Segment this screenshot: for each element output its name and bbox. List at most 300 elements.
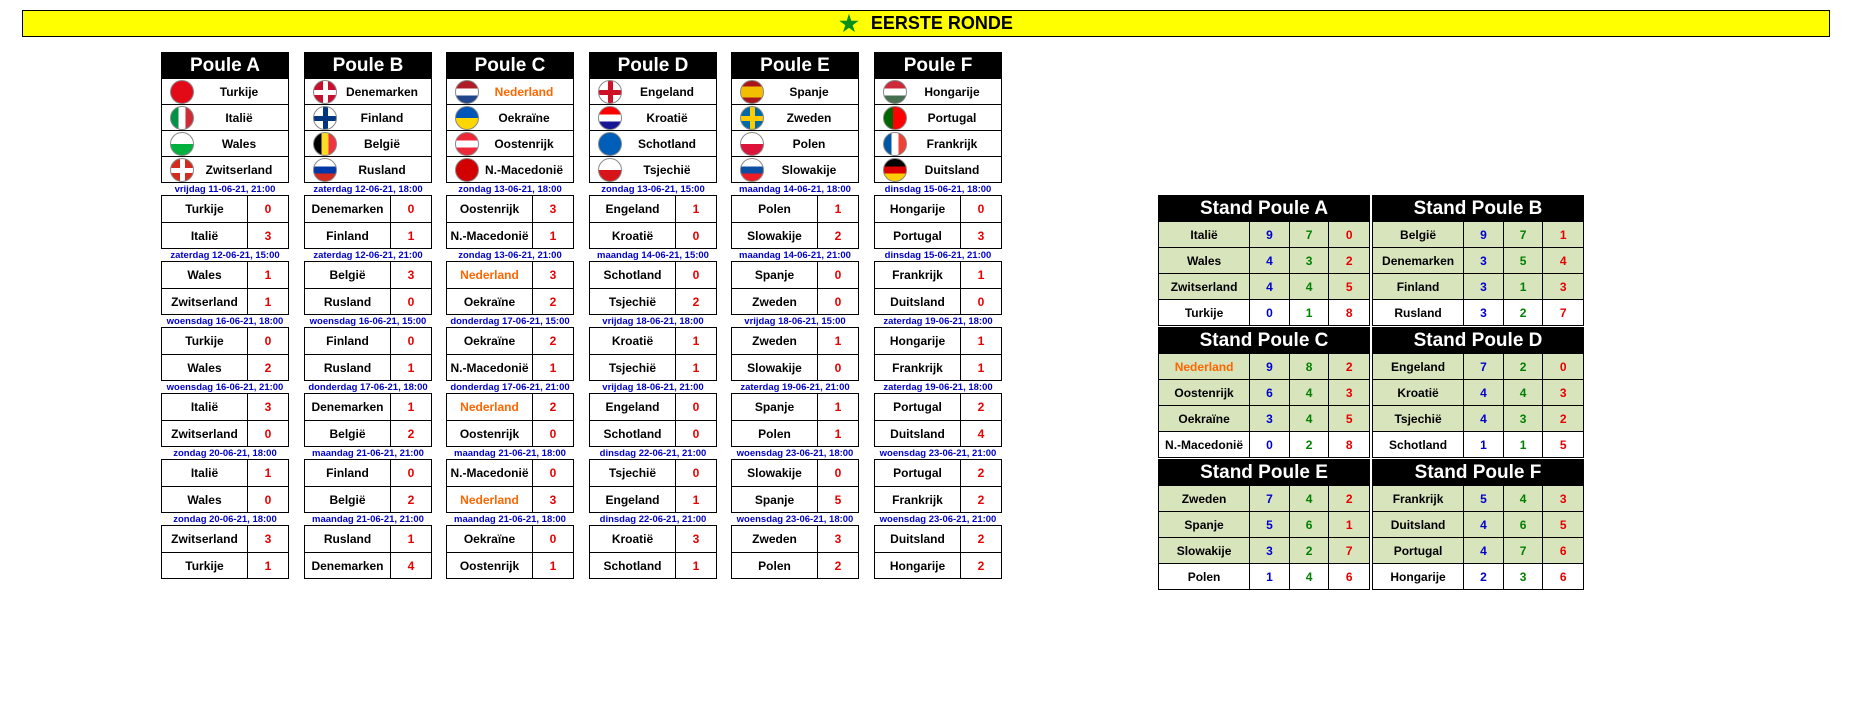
standings-value: 3 xyxy=(1290,248,1330,273)
poule-team xyxy=(732,78,858,104)
match-score: 1 xyxy=(977,334,985,348)
match-score: 3 xyxy=(692,532,700,546)
match-row xyxy=(305,394,431,420)
match-team: Frankrijk xyxy=(875,487,961,512)
match-row xyxy=(305,262,431,288)
match-row xyxy=(305,552,431,578)
match-card xyxy=(446,195,574,249)
match-team: Schotland xyxy=(590,553,676,578)
match-row xyxy=(732,420,858,446)
match-score: 1 xyxy=(407,532,415,546)
standings-row xyxy=(1159,221,1369,247)
match-card xyxy=(874,525,1002,579)
poule-header: Poule C xyxy=(447,53,573,78)
match-team: Zweden xyxy=(732,526,818,552)
match-row xyxy=(590,328,716,354)
standings-team: Portugal xyxy=(1373,538,1464,563)
match-card xyxy=(874,261,1002,315)
team-name: Turkije xyxy=(219,84,259,99)
match-date: zondag 20-06-21, 18:00 xyxy=(173,448,277,459)
match-score: 2 xyxy=(692,294,700,309)
standings-value: 2 xyxy=(1345,253,1353,268)
match-card xyxy=(446,525,574,579)
match-row xyxy=(305,460,431,486)
match-team: Finland xyxy=(305,328,391,354)
poule-poule-f xyxy=(874,52,1002,183)
frankrijk-flag-icon xyxy=(883,132,907,156)
match-team: Turkije xyxy=(162,196,248,222)
match-row xyxy=(875,486,1001,512)
standings-value: 4 xyxy=(1290,274,1330,299)
team-name: N.-Macedonië xyxy=(484,162,563,177)
standings-value: 3 xyxy=(1504,564,1544,589)
poule-team xyxy=(305,156,431,182)
match-score: 0 xyxy=(834,360,842,375)
match-date: maandag 21-06-21, 18:00 xyxy=(454,514,566,525)
match-score: 1 xyxy=(692,558,700,573)
match-score: 2 xyxy=(549,400,557,414)
standings-value: 3 xyxy=(1250,538,1290,563)
standings-value: 5 xyxy=(1464,486,1504,511)
standings-value: 4 xyxy=(1290,406,1330,431)
match-score: 3 xyxy=(549,492,557,507)
standings-value: 7 xyxy=(1464,354,1504,379)
match-team: Oostenrijk xyxy=(447,553,533,578)
match-score: 1 xyxy=(834,202,842,216)
match-row xyxy=(732,354,858,380)
match-team: Italië xyxy=(162,394,248,420)
match-score: 1 xyxy=(834,400,842,414)
match-card xyxy=(589,261,717,315)
match-date: woensdag 23-06-21, 21:00 xyxy=(879,514,997,525)
match-card xyxy=(589,195,717,249)
match-score: 2 xyxy=(549,294,557,309)
match-team: Italië xyxy=(162,460,248,486)
poule-team xyxy=(590,104,716,130)
team-name: Polen xyxy=(792,136,826,151)
poule-poule-b xyxy=(304,52,432,183)
match-card xyxy=(304,459,432,513)
standings-team: Spanje xyxy=(1159,512,1250,537)
match-team: Hongarije xyxy=(875,196,961,222)
n-macedonie-flag-icon xyxy=(455,158,479,182)
match-score: 0 xyxy=(549,426,557,441)
schotland-flag-icon xyxy=(598,132,622,156)
standings-team: Tsjechië xyxy=(1373,406,1464,431)
standings-row xyxy=(1373,431,1583,457)
match-row xyxy=(732,460,858,486)
match-team: Oekraïne xyxy=(447,328,533,354)
standings-value: 3 xyxy=(1464,274,1504,299)
match-card xyxy=(589,525,717,579)
match-row xyxy=(447,222,573,248)
team-name: Duitsland xyxy=(924,162,980,177)
match-row xyxy=(732,552,858,578)
standings-value: 9 xyxy=(1464,222,1504,247)
match-team: Denemarken xyxy=(305,394,391,420)
match-team: Denemarken xyxy=(305,196,391,222)
standings-value: 9 xyxy=(1250,222,1290,247)
standings-row xyxy=(1159,273,1369,299)
poule-team xyxy=(447,156,573,182)
match-card xyxy=(304,195,432,249)
poule-team xyxy=(732,156,858,182)
round-banner xyxy=(22,10,1830,37)
standings-value: 6 xyxy=(1559,569,1567,584)
standings-team: Zweden xyxy=(1159,486,1250,511)
standings-value: 3 xyxy=(1464,300,1504,325)
standings-value: 2 xyxy=(1290,432,1330,457)
standings-value: 2 xyxy=(1290,538,1330,563)
standings-value: 1 xyxy=(1504,432,1544,457)
match-score: 0 xyxy=(407,334,415,348)
match-team: Kroatië xyxy=(590,526,676,552)
match-team: Zwitserland xyxy=(162,289,248,314)
match-row xyxy=(875,262,1001,288)
standings-team: Frankrijk xyxy=(1373,486,1464,511)
match-score: 3 xyxy=(264,400,272,414)
match-score: 1 xyxy=(977,268,985,282)
match-team: Finland xyxy=(305,223,391,248)
match-score: 0 xyxy=(977,202,985,216)
match-score: 0 xyxy=(264,492,272,507)
match-row xyxy=(305,420,431,446)
match-row xyxy=(305,328,431,354)
match-date: zaterdag 19-06-21, 21:00 xyxy=(740,382,850,393)
team-name: Portugal xyxy=(927,110,977,125)
match-row xyxy=(305,486,431,512)
match-team: Kroatië xyxy=(590,223,676,248)
match-score: 0 xyxy=(834,294,842,309)
kroatie-flag-icon xyxy=(598,106,622,130)
zweden-flag-icon xyxy=(740,106,764,130)
poule-team xyxy=(875,130,1001,156)
match-date: maandag 14-06-21, 21:00 xyxy=(739,250,851,261)
match-date: zondag 13-06-21, 21:00 xyxy=(458,250,562,261)
match-date: zaterdag 12-06-21, 21:00 xyxy=(313,250,423,261)
match-row xyxy=(447,262,573,288)
team-name: Zweden xyxy=(786,110,832,125)
match-row xyxy=(875,328,1001,354)
match-card xyxy=(161,393,289,447)
standings-value: 7 xyxy=(1250,486,1290,511)
standings-value: 3 xyxy=(1559,491,1567,506)
oekraine-flag-icon xyxy=(455,106,479,130)
standings-value: 6 xyxy=(1250,380,1290,405)
wales-flag-icon xyxy=(170,132,194,156)
standings-value: 2 xyxy=(1504,300,1544,325)
poule-header: Poule E xyxy=(732,53,858,78)
match-team: Rusland xyxy=(305,289,391,314)
poule-team xyxy=(875,104,1001,130)
match-row xyxy=(590,288,716,314)
match-card xyxy=(161,525,289,579)
match-score: 2 xyxy=(977,400,985,414)
match-team: Oekraïne xyxy=(447,526,533,552)
match-score: 1 xyxy=(692,360,700,375)
standings-value: 9 xyxy=(1250,354,1290,379)
match-score: 1 xyxy=(549,228,557,243)
match-team: Finland xyxy=(305,460,391,486)
match-score: 2 xyxy=(977,466,985,480)
match-row xyxy=(590,262,716,288)
standings-value: 4 xyxy=(1464,512,1504,537)
match-score: 2 xyxy=(977,532,985,546)
denemarken-flag-icon xyxy=(313,80,337,104)
match-score: 0 xyxy=(407,294,415,309)
standings-team: Polen xyxy=(1159,564,1250,589)
match-card xyxy=(874,393,1002,447)
match-score: 4 xyxy=(977,426,985,441)
team-name: Kroatië xyxy=(646,110,688,125)
match-team: Schotland xyxy=(590,421,676,446)
match-team: N.-Macedonië xyxy=(447,223,533,248)
match-card xyxy=(446,459,574,513)
match-score: 0 xyxy=(407,202,415,216)
duitsland-flag-icon xyxy=(883,158,907,182)
match-team: Oekraïne xyxy=(447,289,533,314)
match-card xyxy=(446,261,574,315)
standings-value: 4 xyxy=(1290,380,1330,405)
match-team: Spanje xyxy=(732,262,818,288)
team-name: Slowakije xyxy=(781,162,837,177)
match-row xyxy=(305,354,431,380)
italie-flag-icon xyxy=(170,106,194,130)
standings-team: Hongarije xyxy=(1373,564,1464,589)
standings-value: 3 xyxy=(1345,385,1353,400)
match-card xyxy=(589,393,717,447)
match-row xyxy=(162,552,288,578)
match-team: Italië xyxy=(162,223,248,248)
match-team: Slowakije xyxy=(732,460,818,486)
match-date: zaterdag 12-06-21, 18:00 xyxy=(313,184,423,195)
match-date: dinsdag 22-06-21, 21:00 xyxy=(599,514,707,525)
match-row xyxy=(875,420,1001,446)
match-date: donderdag 17-06-21, 21:00 xyxy=(450,382,570,393)
standings-value: 4 xyxy=(1504,380,1544,405)
match-row xyxy=(162,394,288,420)
match-score: 1 xyxy=(834,426,842,441)
standings-team: Kroatië xyxy=(1373,380,1464,405)
match-row xyxy=(590,552,716,578)
match-score: 1 xyxy=(407,228,415,243)
standings-value: 5 xyxy=(1345,279,1353,294)
match-team: Tsjechië xyxy=(590,460,676,486)
match-date: woensdag 23-06-21, 18:00 xyxy=(736,514,854,525)
team-name: Oostenrijk xyxy=(494,136,554,151)
match-team: Zwitserland xyxy=(162,526,248,552)
match-team: Duitsland xyxy=(875,526,961,552)
spanje-flag-icon xyxy=(740,80,764,104)
match-date: dinsdag 15-06-21, 18:00 xyxy=(884,184,992,195)
poule-team xyxy=(875,156,1001,182)
match-score: 3 xyxy=(407,268,415,282)
standings-row xyxy=(1373,379,1583,405)
standings-row xyxy=(1373,221,1583,247)
match-team: Wales xyxy=(162,262,248,288)
poule-team xyxy=(162,104,288,130)
slowakije-flag-icon xyxy=(740,158,764,182)
standings-row xyxy=(1159,485,1369,511)
standings-stand-poule-b xyxy=(1372,195,1584,326)
team-name: Engeland xyxy=(639,84,694,99)
match-row xyxy=(732,328,858,354)
team-name: Italië xyxy=(225,110,253,125)
team-name: Rusland xyxy=(358,162,406,177)
standings-value: 1 xyxy=(1464,432,1504,457)
standings-value: 7 xyxy=(1504,538,1544,563)
standings-team: Turkije xyxy=(1159,300,1250,325)
standings-row xyxy=(1159,247,1369,273)
match-row xyxy=(162,486,288,512)
match-row xyxy=(590,394,716,420)
match-team: Rusland xyxy=(305,526,391,552)
standings-header: Stand Poule C xyxy=(1159,328,1369,353)
match-card xyxy=(161,261,289,315)
match-score: 2 xyxy=(407,426,415,441)
standings-value: 0 xyxy=(1559,359,1567,374)
standings-value: 2 xyxy=(1345,491,1353,506)
match-card xyxy=(304,393,432,447)
match-team: Tsjechië xyxy=(590,355,676,380)
standings-value: 7 xyxy=(1290,222,1330,247)
standings-stand-poule-d xyxy=(1372,327,1584,458)
match-row xyxy=(447,460,573,486)
match-date: zondag 13-06-21, 18:00 xyxy=(458,184,562,195)
standings-value: 8 xyxy=(1345,437,1353,452)
match-date: woensdag 16-06-21, 15:00 xyxy=(309,316,427,327)
standings-row xyxy=(1159,431,1369,457)
match-team: Slowakije xyxy=(732,355,818,380)
match-score: 1 xyxy=(692,334,700,348)
match-card xyxy=(874,195,1002,249)
match-row xyxy=(875,196,1001,222)
match-team: N.-Macedonië xyxy=(447,460,533,486)
match-team: Turkije xyxy=(162,328,248,354)
match-team: Spanje xyxy=(732,487,818,512)
match-date: maandag 21-06-21, 21:00 xyxy=(312,514,424,525)
match-row xyxy=(162,288,288,314)
match-score: 1 xyxy=(407,360,415,375)
team-name: Spanje xyxy=(789,84,829,99)
match-card xyxy=(731,525,859,579)
match-team: Engeland xyxy=(590,394,676,420)
match-score: 0 xyxy=(264,334,272,348)
team-name: Wales xyxy=(221,136,257,151)
match-row xyxy=(875,288,1001,314)
star-icon: ★ xyxy=(839,10,859,36)
match-row xyxy=(162,222,288,248)
match-team: Engeland xyxy=(590,196,676,222)
standings-team: Italië xyxy=(1159,222,1250,247)
match-score: 5 xyxy=(834,492,842,507)
match-card xyxy=(304,525,432,579)
match-row xyxy=(305,222,431,248)
standings-value: 4 xyxy=(1559,253,1567,268)
standings-team: Oekraïne xyxy=(1159,406,1250,431)
team-name: Oekraïne xyxy=(498,110,550,125)
match-team: Duitsland xyxy=(875,289,961,314)
match-score: 0 xyxy=(692,268,700,282)
match-team: Turkije xyxy=(162,553,248,578)
standings-team: Nederland xyxy=(1159,354,1250,379)
match-team: Hongarije xyxy=(875,328,961,354)
standings-value: 6 xyxy=(1290,512,1330,537)
standings-stand-poule-a xyxy=(1158,195,1370,326)
poule-team xyxy=(590,156,716,182)
match-card xyxy=(304,327,432,381)
poule-team xyxy=(875,78,1001,104)
standings-value: 8 xyxy=(1345,305,1353,320)
match-card xyxy=(161,195,289,249)
match-team: Oostenrijk xyxy=(447,196,533,222)
poule-poule-d xyxy=(589,52,717,183)
standings-value: 4 xyxy=(1464,406,1504,431)
match-date: vrijdag 18-06-21, 21:00 xyxy=(602,382,704,393)
round-title: EERSTE RONDE xyxy=(870,13,1013,33)
match-row xyxy=(162,420,288,446)
standings-row xyxy=(1159,299,1369,325)
standings-row xyxy=(1373,485,1583,511)
match-date: woensdag 16-06-21, 18:00 xyxy=(166,316,284,327)
match-row xyxy=(305,526,431,552)
poule-team xyxy=(162,156,288,182)
match-team: Polen xyxy=(732,553,818,578)
match-score: 2 xyxy=(977,558,985,573)
portugal-flag-icon xyxy=(883,106,907,130)
match-row xyxy=(590,354,716,380)
poule-header: Poule F xyxy=(875,53,1001,78)
match-date: woensdag 23-06-21, 21:00 xyxy=(879,448,997,459)
standings-value: 4 xyxy=(1464,380,1504,405)
match-row xyxy=(590,460,716,486)
standings-row xyxy=(1373,273,1583,299)
standings-row xyxy=(1159,379,1369,405)
standings-value: 5 xyxy=(1504,248,1544,273)
match-score: 3 xyxy=(264,228,272,243)
standings-team: Wales xyxy=(1159,248,1250,273)
match-row xyxy=(447,394,573,420)
standings-header: Stand Poule A xyxy=(1159,196,1369,221)
match-row xyxy=(590,526,716,552)
match-date: woensdag 23-06-21, 18:00 xyxy=(736,448,854,459)
engeland-flag-icon xyxy=(598,80,622,104)
match-score: 1 xyxy=(692,492,700,507)
match-team: Zwitserland xyxy=(162,421,248,446)
match-date: donderdag 17-06-21, 15:00 xyxy=(450,316,570,327)
match-score: 2 xyxy=(549,334,557,348)
match-score: 1 xyxy=(264,558,272,573)
standings-value: 3 xyxy=(1464,248,1504,273)
poule-team xyxy=(305,130,431,156)
match-score: 3 xyxy=(977,228,985,243)
match-score: 1 xyxy=(549,360,557,375)
standings-value: 5 xyxy=(1559,437,1567,452)
match-score: 1 xyxy=(264,268,272,282)
match-row xyxy=(447,196,573,222)
match-team: Portugal xyxy=(875,223,961,248)
match-row xyxy=(162,526,288,552)
poule-header: Poule A xyxy=(162,53,288,78)
match-score: 2 xyxy=(264,360,272,375)
match-score: 0 xyxy=(692,426,700,441)
match-team: Duitsland xyxy=(875,421,961,446)
match-date: maandag 14-06-21, 15:00 xyxy=(597,250,709,261)
standings-row xyxy=(1159,537,1369,563)
match-team: Denemarken xyxy=(305,553,391,578)
match-row xyxy=(447,526,573,552)
oostenrijk-flag-icon xyxy=(455,132,479,156)
